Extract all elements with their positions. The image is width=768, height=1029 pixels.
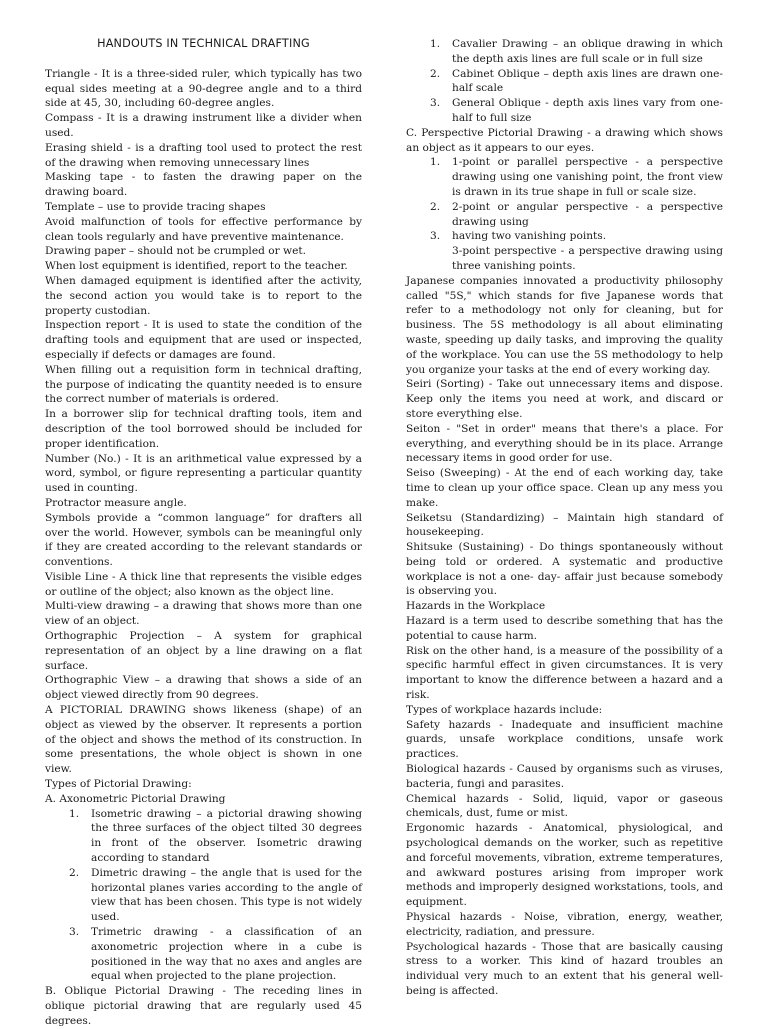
- section-heading: A. Axonometric Pictorial Drawing: [45, 792, 226, 805]
- paragraph: Seiketsu (Standardizing) – Maintain high standard of housekeeping.: [406, 511, 723, 539]
- list-number: 1.: [69, 807, 80, 820]
- paragraph: Compass - It is a drawing instrument like a divider when used.: [45, 112, 362, 139]
- list-number: 3.: [430, 97, 441, 110]
- list-item: [45, 925, 362, 984]
- list-item-text: Dimetric drawing – the angle that is used for the horizontal planes varies according to the angle of view that has been chosen. This type is not widely used.: [91, 866, 362, 924]
- section-heading: Types of Pictorial Drawing:: [45, 778, 192, 791]
- paragraph: Orthographic Projection – A system for graphical representation of an object by a line drawing on a flat surface.: [45, 630, 362, 672]
- page-title: HANDOUTS IN TECHNICAL DRAFTING: [97, 37, 310, 50]
- paragraph: Seiri (Sorting) - Take out unnecessary items and dispose. Keep only the items you need at work, and discard or store everything else.: [406, 378, 723, 420]
- paragraph: In a borrower slip for technical drafting tools, item and description of the tool borrowed should be included for proper identification.: [45, 408, 362, 450]
- paragraph: Seiton - "Set in order" means that there's a place. For everything, and everything should be in its place. Arrange necessary items in good order for use.: [406, 422, 723, 465]
- list-item-text: Isometric drawing – a pictorial drawing showing the three surfaces of the object tilted 30 degrees in front of the observer. Isometric drawing according to standard: [91, 807, 362, 865]
- paragraph: Japanese companies innovated a productivity philosophy called "5S," which stands for five Japanese words that refer to a methodology not only for cleaning, but for business. The 5S methodology is all about eliminating waste, speeding up daily tasks, and improving the quality of the workplace. You can use the 5S methodology to help you organize your tasks at the end of every working day.: [406, 274, 723, 376]
- paragraph: Protractor measure angle.: [45, 496, 187, 509]
- paragraph: When damaged equipment is identified after the activity, the second action you would take is to report to the property custodian.: [45, 274, 362, 317]
- paragraph: Triangle - It is a three-sided ruler, which typically has two equal sides meeting at a 90-degree angle and to a third side at 45, 30, including 60-degree angles.: [45, 67, 362, 110]
- oblique-list: [406, 37, 723, 126]
- paragraph: Ergonomic hazards - Anatomical, physiological, and psychological demands on the worker, such as repetitive and forceful movements, vibration, extreme temperatures, and awkward postures arising from improper work methods and improperly designed workstations, tools, and equipment.: [406, 822, 723, 909]
- paragraph: A PICTORIAL DRAWING shows likeness (shape) of an object as viewed by the observer. It represents a portion of the object and shows the method of its construction. In some presentations, the whole object is shown in one view.: [45, 704, 362, 776]
- paragraph: Template – use to provide tracing shapes: [45, 200, 266, 213]
- list-item-text: Cabinet Oblique – depth axis lines are drawn one-half scale: [452, 67, 723, 95]
- paragraph: Physical hazards - Noise, vibration, energy, weather, electricity, radiation, and pressure.: [406, 911, 723, 938]
- list-item-text: having two vanishing points.: [452, 230, 607, 243]
- left-paragraphs: [45, 67, 362, 807]
- axonometric-list: [45, 807, 362, 985]
- list-item: [406, 67, 723, 97]
- list-item-text: 2-point or angular perspective - a perspective drawing using: [452, 200, 723, 228]
- left-column: [45, 37, 362, 1029]
- list-number: 1.: [430, 38, 441, 50]
- paragraph: Multi-view drawing – a drawing that shows more than one view of an object.: [45, 600, 362, 628]
- section-heading: C. Perspective Pictorial Drawing - a drawing which shows an object as it appears to our eyes.: [406, 126, 723, 154]
- paragraph: Inspection report - It is used to state the condition of the drafting tools and equipment that are used or inspected, especially if defects or damages are found.: [45, 319, 362, 361]
- paragraph: Masking tape - to fasten the drawing paper on the drawing board.: [45, 171, 362, 199]
- paragraph: Biological hazards - Caused by organisms such as viruses, bacteria, fungi and parasites.: [406, 763, 723, 790]
- paragraph: Avoid malfunction of tools for effective performance by clean tools regularly and have preventive maintenance.: [45, 215, 362, 243]
- list-item-text: 1-point or parallel perspective - a perspective drawing using one vanishing point, the front view is drawn in its true shape in full or scale size.: [452, 156, 723, 198]
- paragraph: Chemical hazards - Solid, liquid, vapor or gaseous chemicals, dust, fume or mist.: [406, 792, 723, 820]
- paragraph: When filling out a requisition form in technical drafting, the purpose of indicating the quantity needed is to ensure the correct number of materials is ordered.: [45, 363, 362, 406]
- list-item: [406, 229, 723, 244]
- paragraph: Hazard is a term used to describe something that has the potential to cause harm.: [406, 615, 723, 642]
- paragraph: Orthographic View – a drawing that shows a side of an object viewed directly from 90 degrees.: [45, 674, 362, 702]
- list-number: 2.: [430, 67, 441, 80]
- paragraph: When lost equipment is identified, report to the teacher.: [45, 260, 348, 273]
- list-item: [406, 155, 723, 199]
- list-item: [406, 200, 723, 230]
- perspective-list: [406, 155, 723, 244]
- list-item: [406, 37, 723, 67]
- list-item: [406, 96, 723, 126]
- paragraph: Drawing paper – should not be crumpled or wet.: [45, 245, 307, 258]
- paragraph: Seiso (Sweeping) - At the end of each working day, take time to clean up your office space. Clean up any mess you make.: [406, 467, 723, 509]
- right-column: [406, 37, 723, 999]
- list-number: 2.: [430, 200, 441, 213]
- list-number: 3.: [430, 230, 441, 243]
- list-item-text: Cavalier Drawing – an oblique drawing in which the depth axis lines are full scale or in full size: [452, 38, 723, 65]
- section-heading: Hazards in the Workplace: [406, 600, 546, 613]
- list-item-text: Trimetric drawing - a classification of an axonometric projection where in a cube is positioned in the way that no axes and angles are equal when projected to the plane projection.: [91, 926, 362, 983]
- list-item: [45, 866, 362, 925]
- list-item-text: General Oblique - depth axis lines vary from one-half to full size: [452, 97, 723, 124]
- list-number: 3.: [69, 926, 80, 939]
- paragraph: Psychological hazards - Those that are basically causing stress to a worker. This kind of hazard troubles an individual very much to an extent that his general well-being is affected.: [406, 940, 723, 997]
- paragraph: Shitsuke (Sustaining) - Do things spontaneously without being told or ordered. A systematic and productive workplace is not a one- day- affair just because somebody is observing you.: [406, 541, 723, 598]
- paragraph: Types of workplace hazards include:: [406, 703, 603, 716]
- paragraph: Symbols provide a “common language” for drafters all over the world. However, symbols can be meaningful only if they are created according to the relevant standards or conventions.: [45, 511, 362, 569]
- list-item: [45, 807, 362, 866]
- list-number: 2.: [69, 866, 80, 879]
- paragraph: Safety hazards - Inadequate and insufficient machine guards, unsafe workplace conditions, unsafe work practices.: [406, 718, 723, 761]
- paragraph: Number (No.) - It is an arithmetical value expressed by a word, symbol, or figure representing a particular quantity used in counting.: [45, 452, 362, 495]
- list-number: 1.: [430, 156, 441, 169]
- list-continuation: 3-point perspective - a perspective drawing using three vanishing points.: [452, 245, 723, 272]
- paragraph: Risk on the other hand, is a measure of the possibility of a specific harmful effect in given circumstances. It is very important to know the difference between a hazard and a risk.: [406, 644, 723, 702]
- section-heading: B. Oblique Pictorial Drawing - The receding lines in oblique pictorial drawing that are regularly used 45 degrees.: [45, 985, 362, 1027]
- paragraph: Visible Line - A thick line that represents the visible edges or outline of the object; also known as the object line.: [45, 570, 362, 598]
- paragraph: Erasing shield - is a drafting tool used to protect the rest of the drawing when removing unnecessary lines: [45, 141, 362, 169]
- right-paragraphs: [406, 274, 723, 999]
